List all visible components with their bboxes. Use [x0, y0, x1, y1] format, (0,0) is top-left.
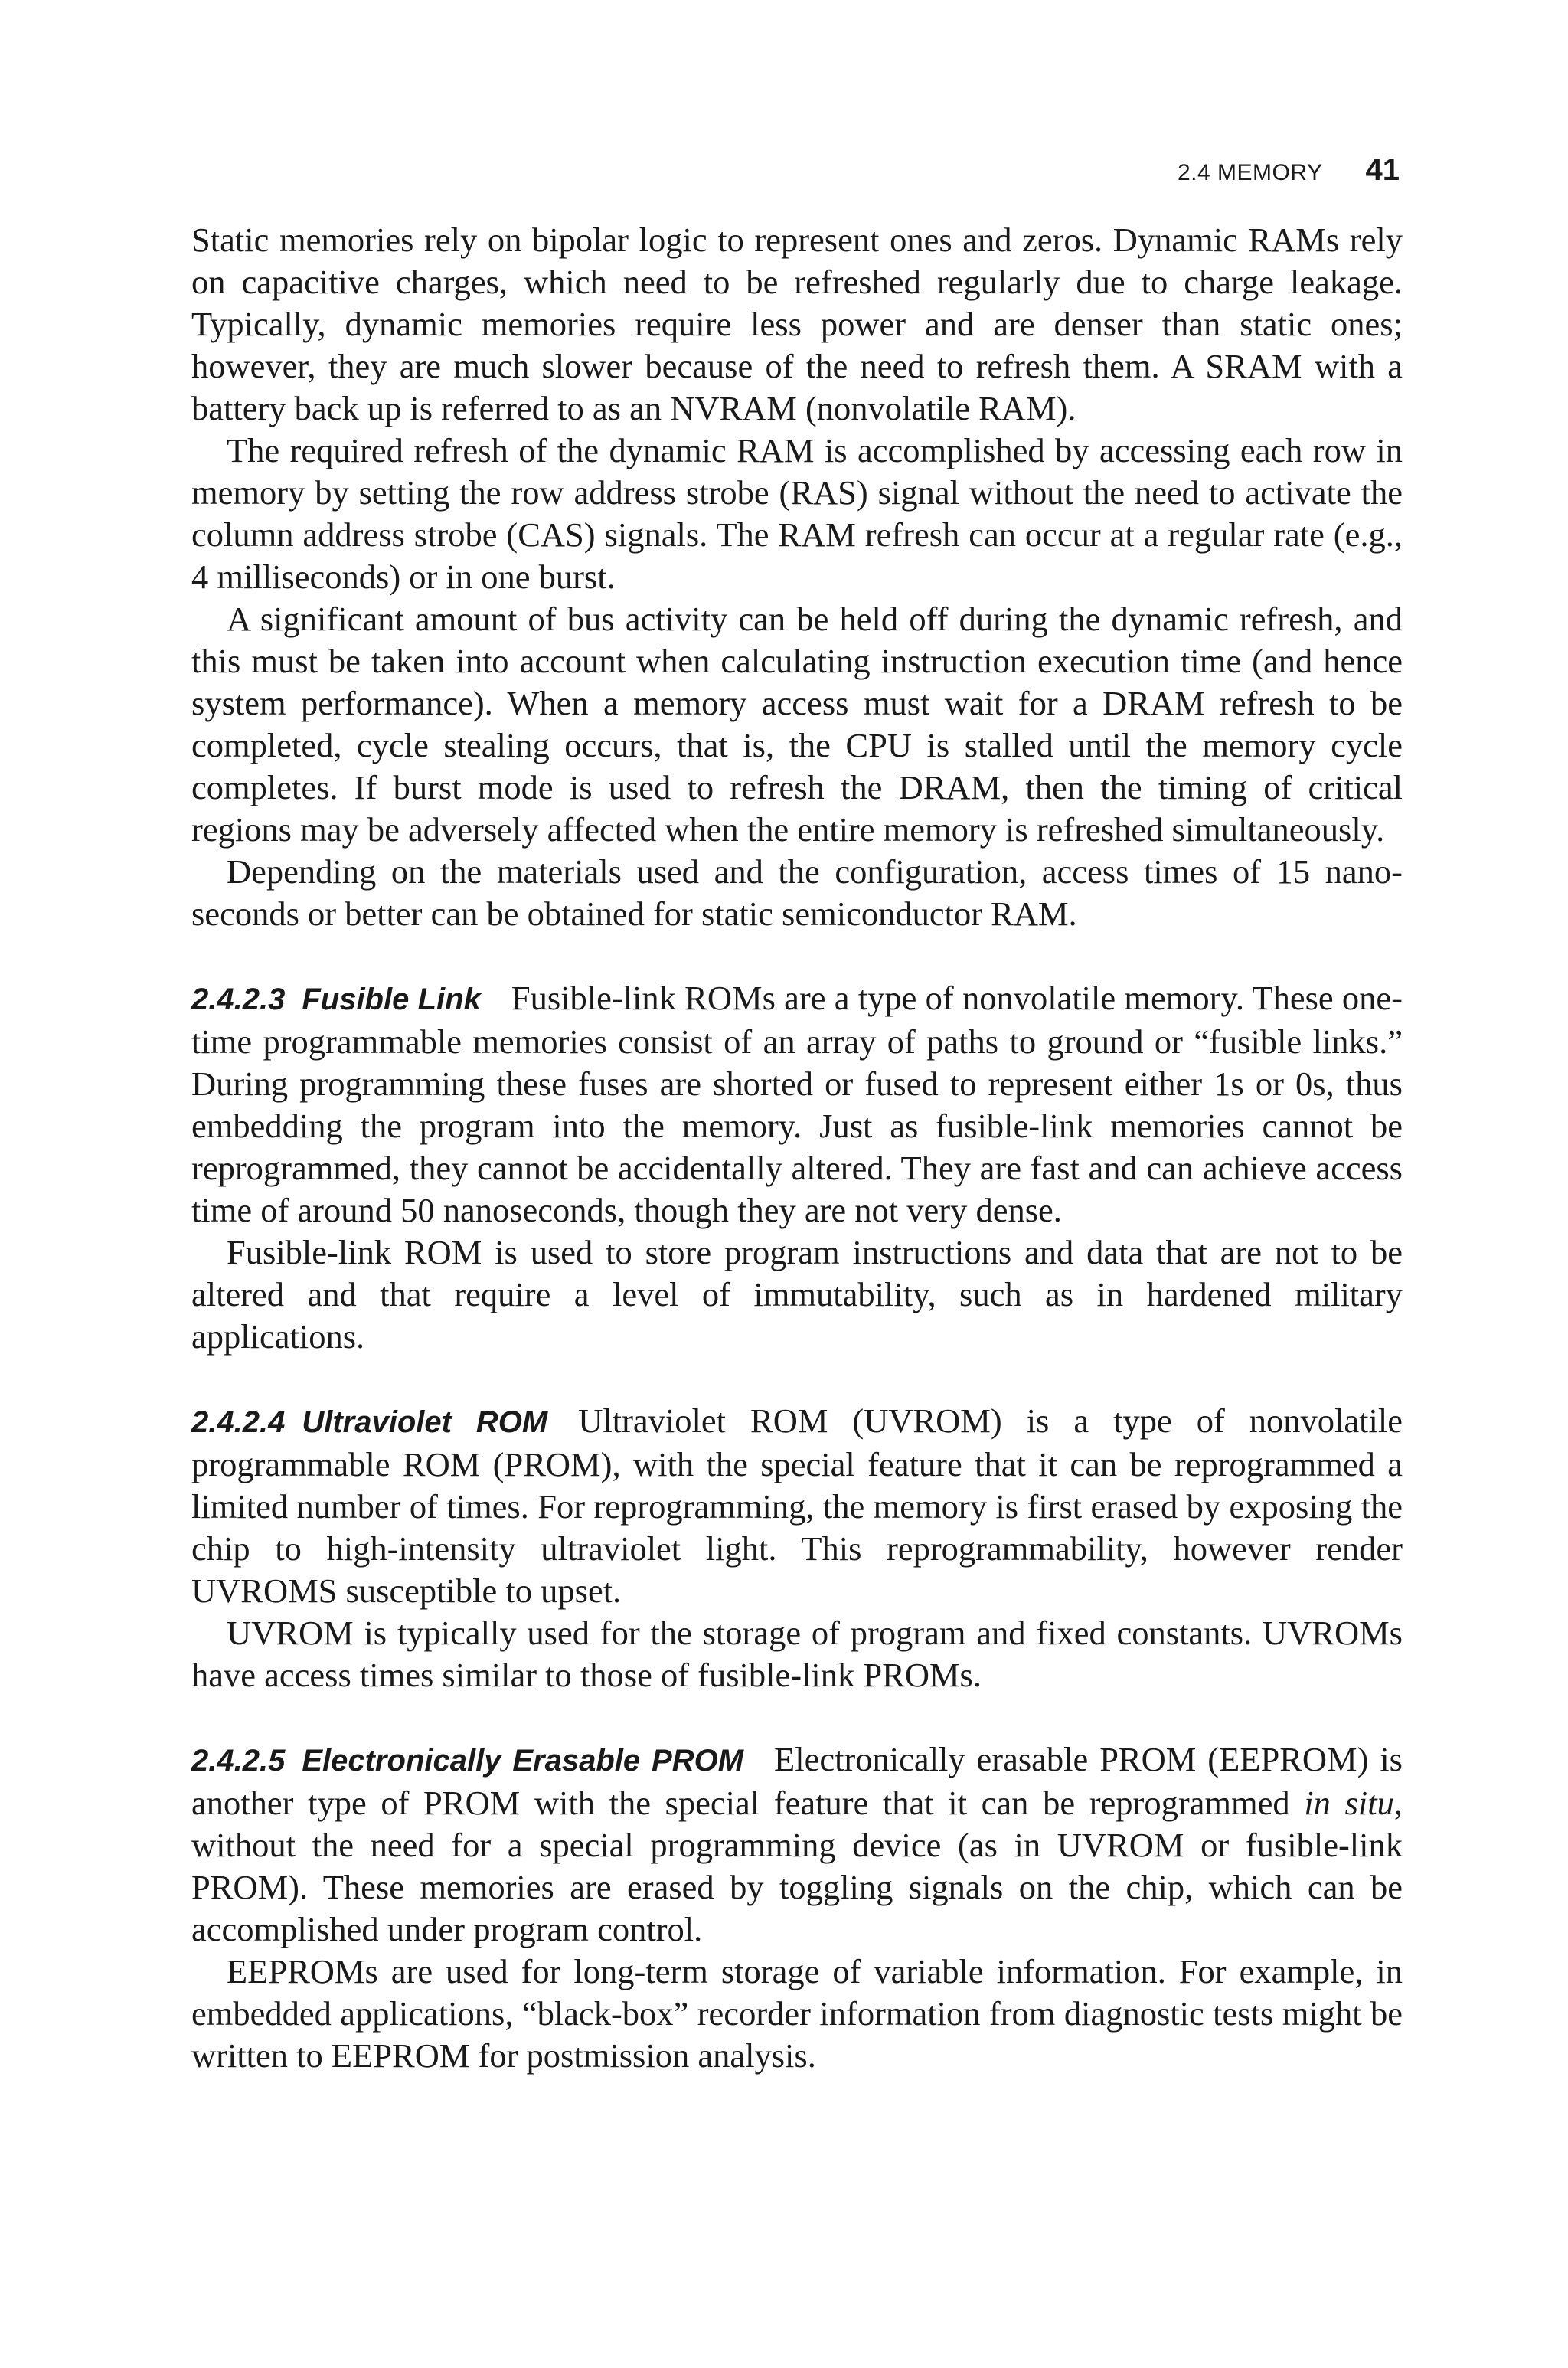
paragraph-static-dynamic-memories: Static memories rely on bipolar logic to represent ones and zeros. Dynamic RAMs rely on capacitive charges, which need to be refreshed regularly due to charge leakage. Typically, dynamic memories require less power and are denser than static ones; however, they are much slower because of the need to refresh them. A SRAM with a battery back up is referred to as an NVRAM (nonvolatile RAM).	[191, 221, 1403, 427]
section-paragraph-part: Electronically erasable PROM (EEPROM) is another type of PROM with the special feature that it can be reprogrammed	[191, 1740, 1403, 1822]
paragraph-access-times: Depending on the materials used and the configuration, access times of 15 nanoseconds or better can be obtained for static semiconductor RAM.	[191, 852, 1403, 933]
emphasis-in-situ: in situ	[1304, 1784, 1394, 1822]
section-fusible-link	[191, 977, 1403, 1231]
paragraph-fusible-link-usage: Fusible-link ROM is used to store program instructions and data that are not to be altered and that require a level of immutability, such as in hardened military applications.	[191, 1233, 1403, 1356]
section-heading-ultraviolet-rom	[191, 1405, 547, 1439]
section-title: Fusible Link	[302, 983, 481, 1016]
paragraph-dram-refresh: The required refresh of the dynamic RAM is accomplished by accessing each row in memory by setting the row address strobe (RAS) signal without the need to activate the column address strobe (CAS) signals. The RAM refresh can occur at a regular rate (e.g., 4 milliseconds) or in one burst.	[191, 431, 1403, 596]
section-title: Electronically Erasable PROM	[302, 1744, 744, 1778]
section-number: 2.4.2.5	[191, 1744, 286, 1778]
body-text	[191, 219, 1403, 2077]
running-head	[1057, 153, 1400, 188]
section-paragraph-part: , without the need for a special programming device (as in UVROM or fusible-link PROM). These memories are erased by toggling signals on the chip, which can be accomplished under program control.	[191, 1784, 1403, 1948]
paragraph-uvrom-usage: UVROM is typically used for the storage of program and fixed constants. UVROMs have access times similar to those of fusible-link PROMs.	[191, 1614, 1403, 1694]
section-paragraph: Ultraviolet ROM (UVROM) is a type of nonvolatile programmable ROM (PROM), with the special feature that it can be reprogrammed a limited number of times. For reprogramming, the memory is first erased by exposing the chip to high-intensity ultraviolet light. This reprogrammability, however render UVROMS susceptible to upset.	[191, 1402, 1403, 1610]
section-heading-fusible-link	[191, 983, 481, 1016]
section-ultraviolet-rom	[191, 1400, 1403, 1612]
page-number: 41	[1365, 153, 1400, 187]
paragraph-bus-activity: A significant amount of bus activity can be held off during the dynamic refresh, and this must be taken into account when calculating instruction execution time (and hence system performance). When a memory access must wait for a DRAM refresh to be completed, cycle stealing occurs, that is, the CPU is stalled until the memory cycle completes. If burst mode is used to refresh the DRAM, then the timing of critical regions may be adversely affected when the entire memory is refreshed simultaneously.	[191, 600, 1403, 849]
paragraph-eeprom-usage: EEPROMs are used for long-term storage of variable information. For example, in embedded applications, “black-box” recorder information from diagnostic tests might be written to EEPROM for postmission analysis.	[191, 1952, 1403, 2075]
section-heading-eeprom	[191, 1744, 743, 1778]
section-number: 2.4.2.3	[191, 983, 286, 1016]
section-title: Ultraviolet ROM	[302, 1405, 548, 1439]
section-paragraph: Fusible-link ROMs are a type of nonvolatile memory. These one-time programmable memories consist of an array of paths to ground or “fusible links.” During programming these fuses are shorted or fused to represent either 1s or 0s, thus embedding the program into the memory. Just as fusible-link memories cannot be reprogrammed, they cannot be accidentally altered. They are fast and can achieve access time of around 50 nanoseconds, though they are not very dense.	[191, 979, 1403, 1229]
section-eeprom	[191, 1738, 1403, 1951]
section-number: 2.4.2.4	[191, 1405, 286, 1439]
running-head-section: 2.4 MEMORY	[1178, 160, 1323, 185]
